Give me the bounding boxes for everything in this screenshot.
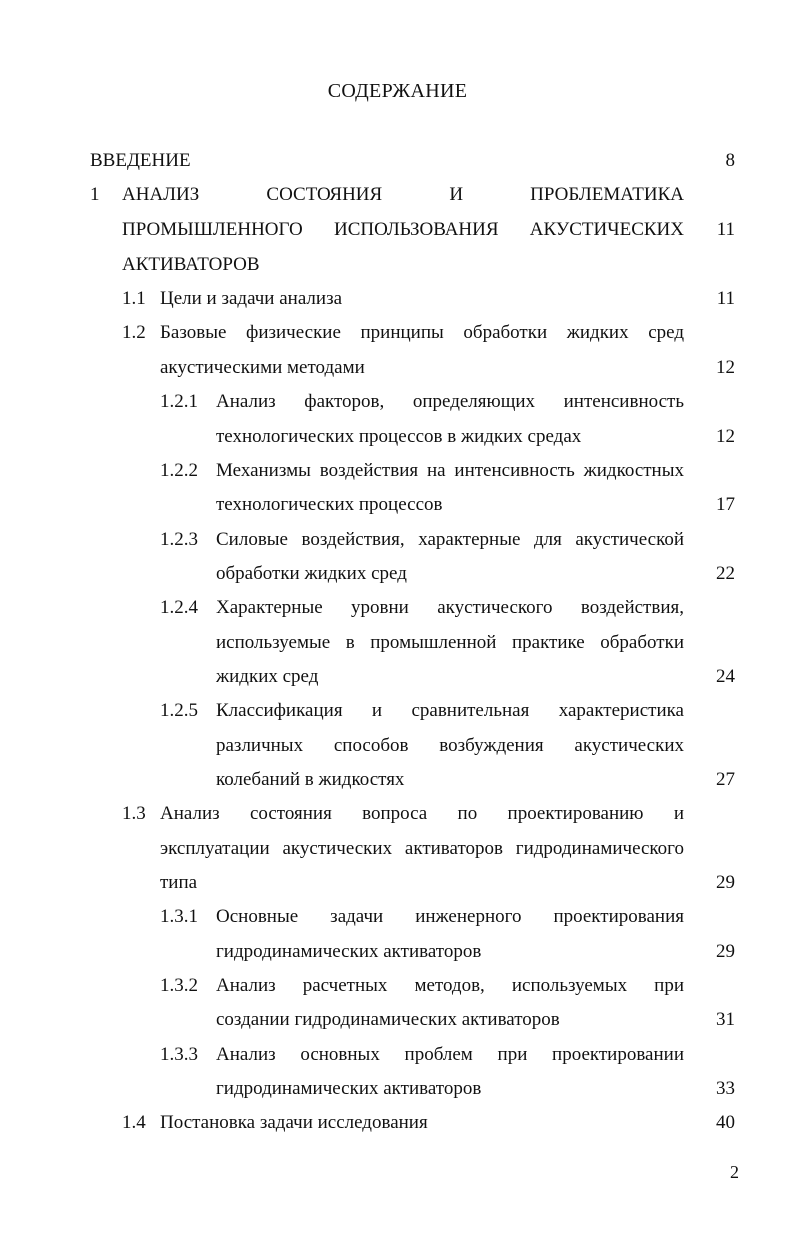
toc-num-1-3-2: 1.3.2	[160, 975, 198, 996]
toc-num-1-2-1: 1.2.1	[160, 391, 198, 412]
toc-num-1-2-4: 1.2.4	[160, 597, 198, 618]
toc-num-ch1: 1	[90, 184, 100, 205]
toc-num-1-1: 1.1	[122, 288, 146, 309]
toc-entry-1-1[interactable]: Цели и задачи анализа	[160, 288, 343, 309]
toc-entry-1-3-3-line1[interactable]: Анализ основных проблем при проектировании	[216, 1044, 684, 1065]
toc-entry-1-2-4-line1[interactable]: Характерные уровни акустического воздействия,	[216, 597, 684, 618]
page-number: 2	[730, 1162, 739, 1182]
toc-entry-1-2-5-line1[interactable]: Классификация и сравнительная характеристика	[216, 700, 684, 721]
toc-page-intro: 8	[725, 150, 735, 171]
toc-entry-1-3-2-line1[interactable]: Анализ расчетных методов, используемых при	[216, 975, 684, 996]
toc-page-1-2-3: 22	[716, 563, 735, 584]
toc-entry-1-2-line2[interactable]: акустическими методами	[160, 357, 365, 378]
toc-num-1-4: 1.4	[122, 1112, 146, 1133]
toc-num-1-2-2: 1.2.2	[160, 460, 198, 481]
toc-page-1-3-1: 29	[716, 941, 735, 962]
toc-num-1-2-3: 1.2.3	[160, 529, 198, 550]
toc-num-1-2: 1.2	[122, 322, 146, 343]
toc-page-1-3-3: 33	[716, 1078, 735, 1099]
toc-entry-ch1-line3[interactable]: АКТИВАТОРОВ	[122, 254, 260, 275]
toc-num-1-3-3: 1.3.3	[160, 1044, 198, 1065]
toc-entry-1-2-3-line2[interactable]: обработки жидких сред	[216, 563, 407, 584]
toc-page-1-3: 29	[716, 872, 735, 893]
toc-entry-1-3-3-line2[interactable]: гидродинамических активаторов	[216, 1078, 482, 1099]
toc-entry-1-2-1-line1[interactable]: Анализ факторов, определяющих интенсивность	[216, 391, 684, 412]
toc-entry-1-4[interactable]: Постановка задачи исследования	[160, 1112, 428, 1133]
toc-page-1-2-5: 27	[716, 769, 735, 790]
toc-entry-1-3-1-line1[interactable]: Основные задачи инженерного проектирования	[216, 906, 684, 927]
toc-page-1-2-2: 17	[716, 494, 735, 515]
toc-entry-1-2-1-line2[interactable]: технологических процессов в жидких средах	[216, 426, 582, 447]
toc-page-1-2-1: 12	[716, 426, 735, 447]
toc-entry-ch1-line2[interactable]: ПРОМЫШЛЕННОГО ИСПОЛЬЗОВАНИЯ АКУСТИЧЕСКИХ	[122, 219, 684, 240]
page-title: СОДЕРЖАНИЕ	[327, 80, 468, 102]
toc-entry-1-2-2-line2[interactable]: технологических процессов	[216, 494, 443, 515]
toc-entry-1-3-1-line2[interactable]: гидродинамических активаторов	[216, 941, 482, 962]
toc-num-1-3: 1.3	[122, 803, 146, 824]
toc-entry-1-2-3-line1[interactable]: Силовые воздействия, характерные для акустической	[216, 529, 684, 550]
toc-page-1-2: 12	[716, 357, 735, 378]
toc-entry-1-3-line1[interactable]: Анализ состояния вопроса по проектированию и	[160, 803, 684, 824]
toc-page-1-3-2: 31	[716, 1009, 735, 1030]
toc-entry-1-2-line1[interactable]: Базовые физические принципы обработки жидких сред	[160, 322, 684, 343]
toc-entry-1-2-4-line2[interactable]: используемые в промышленной практике обработки	[216, 632, 684, 653]
toc-page-1-4: 40	[716, 1112, 735, 1133]
toc-entry-1-2-2-line1[interactable]: Механизмы воздействия на интенсивность жидкостных	[216, 460, 684, 481]
toc-entry-1-2-5-line3[interactable]: колебаний в жидкостях	[216, 769, 405, 790]
toc-entry-1-2-5-line2[interactable]: различных способов возбуждения акустических	[216, 735, 684, 756]
toc-page-1-2-4: 24	[716, 666, 735, 687]
toc-entry-1-3-line2[interactable]: эксплуатации акустических активаторов гидродинамического	[160, 838, 684, 859]
toc-entry-1-3-2-line2[interactable]: создании гидродинамических активаторов	[216, 1009, 560, 1030]
toc-page-1-1: 11	[716, 288, 735, 309]
toc-page-ch1: 11	[716, 219, 735, 240]
toc-entry-ch1-line1[interactable]: АНАЛИЗ СОСТОЯНИЯ И ПРОБЛЕМАТИКА	[122, 184, 684, 205]
toc-entry-intro[interactable]: ВВЕДЕНИЕ	[90, 150, 191, 171]
toc-num-1-2-5: 1.2.5	[160, 700, 198, 721]
toc-num-1-3-1: 1.3.1	[160, 906, 198, 927]
toc-entry-1-3-line3[interactable]: типа	[160, 872, 198, 893]
toc-entry-1-2-4-line3[interactable]: жидких сред	[216, 666, 319, 687]
